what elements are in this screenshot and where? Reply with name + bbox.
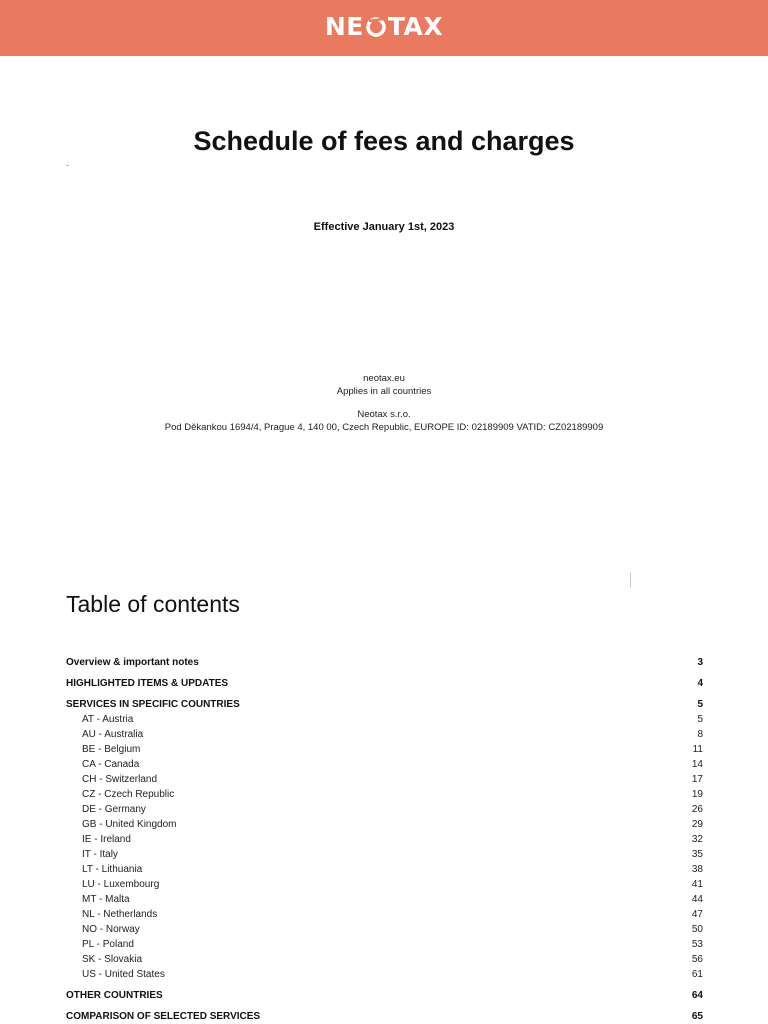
toc-entry[interactable] (66, 712, 703, 727)
toc-entry[interactable] (66, 1009, 703, 1024)
toc-entry[interactable] (66, 772, 703, 787)
toc-entry-label: NL - Netherlands (82, 909, 158, 920)
toc-entry-page: 44 (691, 894, 703, 905)
neotax-logo[interactable] (0, 12, 768, 42)
toc-entry-page: 26 (691, 804, 703, 815)
toc-entry-label: CA - Canada (82, 759, 140, 770)
toc-entry-page: 41 (691, 879, 703, 890)
toc-entry[interactable] (66, 742, 703, 757)
toc-entry-label: AT - Austria (82, 714, 134, 725)
toc-list (66, 655, 703, 1024)
toc-entry[interactable] (66, 937, 703, 952)
divider (630, 572, 631, 588)
applies-note: Applies in all countries (336, 386, 432, 397)
toc-entry-label: CH - Switzerland (82, 774, 158, 785)
toc-entry[interactable] (66, 655, 703, 670)
toc-entry-page: 50 (691, 924, 703, 935)
toc-entry-page: 61 (691, 969, 703, 980)
toc-entry[interactable] (66, 847, 703, 862)
toc-entry[interactable] (66, 787, 703, 802)
toc-entry-label: OTHER COUNTRIES (66, 990, 163, 1001)
toc-entry-label: MT - Malta (82, 894, 130, 905)
toc-entry-label: PL - Poland (82, 939, 134, 950)
toc-entry-page: 47 (691, 909, 703, 920)
toc-entry-label: COMPARISON OF SELECTED SERVICES (66, 1011, 261, 1022)
toc-entry[interactable] (66, 967, 703, 982)
toc-entry-label: IE - Ireland (82, 834, 131, 845)
toc-entry-label: US - United States (82, 969, 165, 980)
logo-text-right: TAX (387, 12, 444, 41)
toc-entry-label: SERVICES IN SPECIFIC COUNTRIES (66, 699, 240, 710)
toc-entry-label: IT - Italy (82, 849, 118, 860)
toc-entry-label: LU - Luxembourg (82, 879, 160, 890)
toc-entry-page: 4 (697, 678, 703, 689)
toc-entry-page: 56 (691, 954, 703, 965)
toc-entry[interactable] (66, 757, 703, 772)
toc-entry-page: 19 (691, 789, 703, 800)
toc-entry-page: 38 (691, 864, 703, 875)
toc-entry-page: 14 (691, 759, 703, 770)
toc-entry-label: CZ - Czech Republic (82, 789, 175, 800)
toc-entry-page: 64 (691, 990, 703, 1001)
company-name: Neotax s.r.o. (357, 409, 411, 420)
toc-entry-page: 5 (697, 714, 703, 725)
toc-entry[interactable] (66, 907, 703, 922)
toc-entry-label: GB - United Kingdom (82, 819, 177, 830)
logo-o-swirl-icon (365, 16, 387, 38)
toc-entry-page: 32 (691, 834, 703, 845)
toc-entry[interactable] (66, 862, 703, 877)
toc-entry-page: 35 (691, 849, 703, 860)
toc-entry[interactable] (66, 877, 703, 892)
toc-entry-page: 5 (697, 699, 703, 710)
toc-entry-label: NO - Norway (82, 924, 140, 935)
toc-entry-label: DE - Germany (82, 804, 146, 815)
document-title: Schedule of fees and charges (193, 126, 575, 156)
toc-entry-label: LT - Lithuania (82, 864, 143, 875)
toc-entry-page: 11 (692, 744, 703, 755)
effective-date: Effective January 1st, 2023 (313, 221, 455, 233)
toc-entry-page: 53 (691, 939, 703, 950)
toc-entry-page: 65 (691, 1011, 703, 1022)
toc-entry-label: BE - Belgium (82, 744, 141, 755)
toc-entry-page: 8 (697, 729, 703, 740)
toc-entry[interactable] (66, 832, 703, 847)
toc-entry-label: Overview & important notes (66, 657, 199, 668)
toc-entry[interactable] (66, 676, 703, 691)
toc-entry-page: 17 (691, 774, 703, 785)
toc-entry[interactable] (66, 922, 703, 937)
toc-entry-label: AU - Australia (82, 729, 144, 740)
dash-mark: - (66, 160, 69, 170)
toc-entry[interactable] (66, 802, 703, 817)
toc-entry[interactable] (66, 952, 703, 967)
toc-title: Table of contents (66, 591, 240, 617)
toc-entry-page: 3 (697, 657, 703, 668)
toc-entry[interactable] (66, 697, 703, 712)
toc-entry[interactable] (66, 817, 703, 832)
toc-entry[interactable] (66, 892, 703, 907)
toc-entry-label: SK - Slovakia (82, 954, 143, 965)
toc-entry[interactable] (66, 988, 703, 1003)
toc-entry[interactable] (66, 727, 703, 742)
company-address: Pod Děkankou 1694/4, Prague 4, 140 00, Czech Republic, EUROPE ID: 02189909 VATID: CZ02189909 (164, 422, 604, 433)
logo-text-left: NE (324, 12, 364, 41)
toc-entry-page: 29 (691, 819, 703, 830)
website-link[interactable]: neotax.eu (363, 373, 405, 384)
toc-entry-label: HIGHLIGHTED ITEMS & UPDATES (66, 678, 229, 689)
